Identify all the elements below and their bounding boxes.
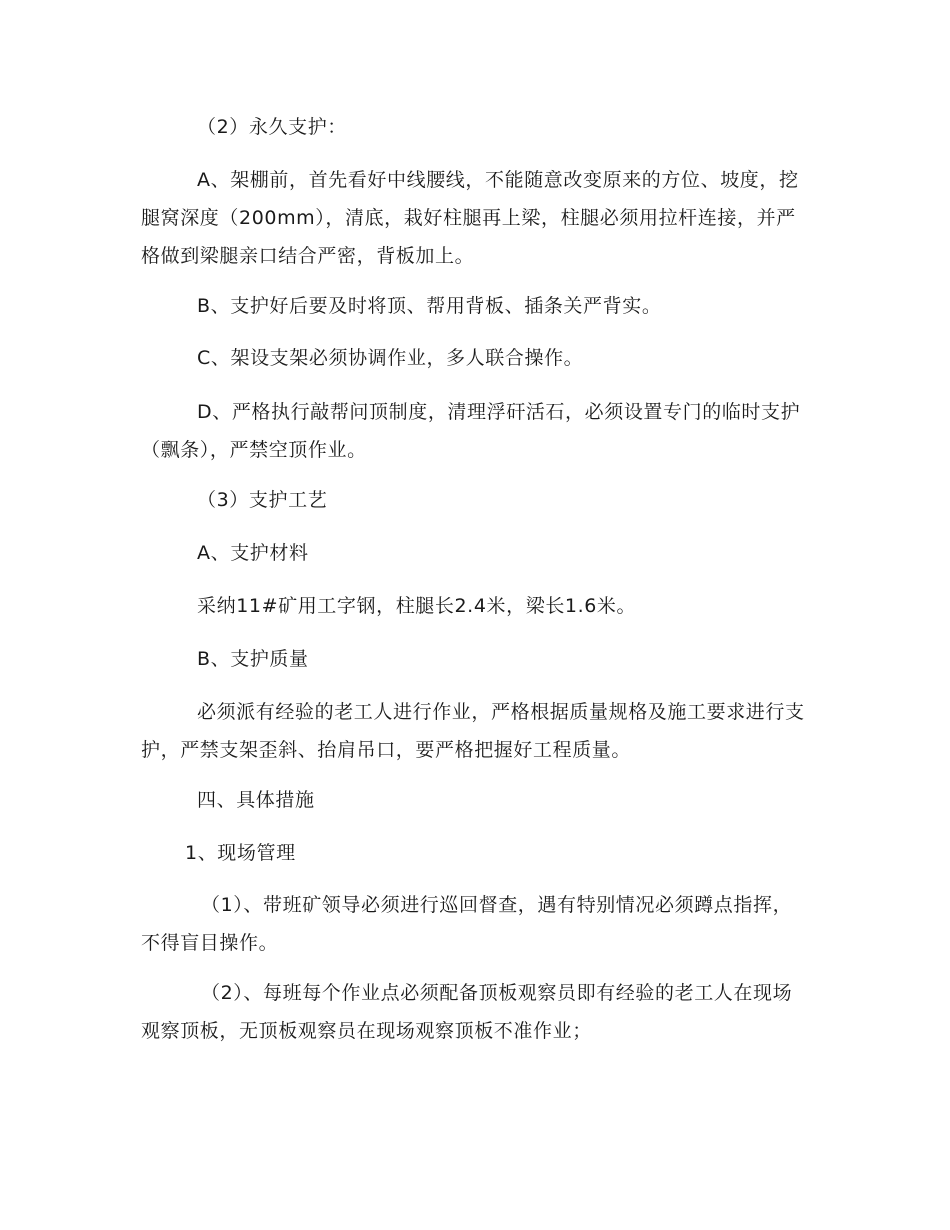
heading-support-process: （3）支护工艺 (197, 489, 328, 511)
paragraph-item-d-roof-check: D、严格执行敲帮问顶制度，清理浮矸活石，必须设置专门的临时支护（飘条），严禁空顶作业。 (141, 401, 801, 461)
subheading-support-quality: B、支护质量 (197, 648, 309, 670)
heading-site-management: 1、现场管理 (185, 842, 296, 864)
paragraph-rule-1-supervision: （1）、带班矿领导必须进行巡回督查，遇有特别情况必须蹲点指挥，不得盲目操作。 (141, 894, 793, 954)
heading-permanent-support: （2）永久支护： (197, 116, 347, 138)
paragraph-item-a-frame-setting: A、架棚前，首先看好中线腰线，不能随意改变原来的方位、坡度，挖腿窝深度（200mm），清底，栽好柱腿再上梁，柱腿必须用拉杆连接，并严格做到梁腿亲口结合严密，背板加上。 (141, 169, 799, 267)
subheading-support-materials: A、支护材料 (197, 542, 309, 564)
heading-specific-measures: 四、具体措施 (197, 789, 315, 811)
paragraph-item-b-backfill: B、支护好后要及时将顶、帮用背板、插条关严背实。 (197, 295, 662, 317)
paragraph-quality-requirements: 必须派有经验的老工人进行作业，严格根据质量规格及施工要求进行支护，严禁支架歪斜、抬肩吊口，要严格把握好工程质量。 (141, 701, 805, 761)
paragraph-materials-spec: 采纳11#矿用工字钢，柱腿长2.4米，梁长1.6米。 (197, 595, 637, 617)
paragraph-item-c-coordination: C、架设支架必须协调作业，多人联合操作。 (197, 347, 584, 369)
paragraph-rule-2-roof-observer: （2）、每班每个作业点必须配备顶板观察员即有经验的老工人在现场观察顶板，无顶板观察员在现场观察顶板不准作业； (141, 982, 793, 1042)
